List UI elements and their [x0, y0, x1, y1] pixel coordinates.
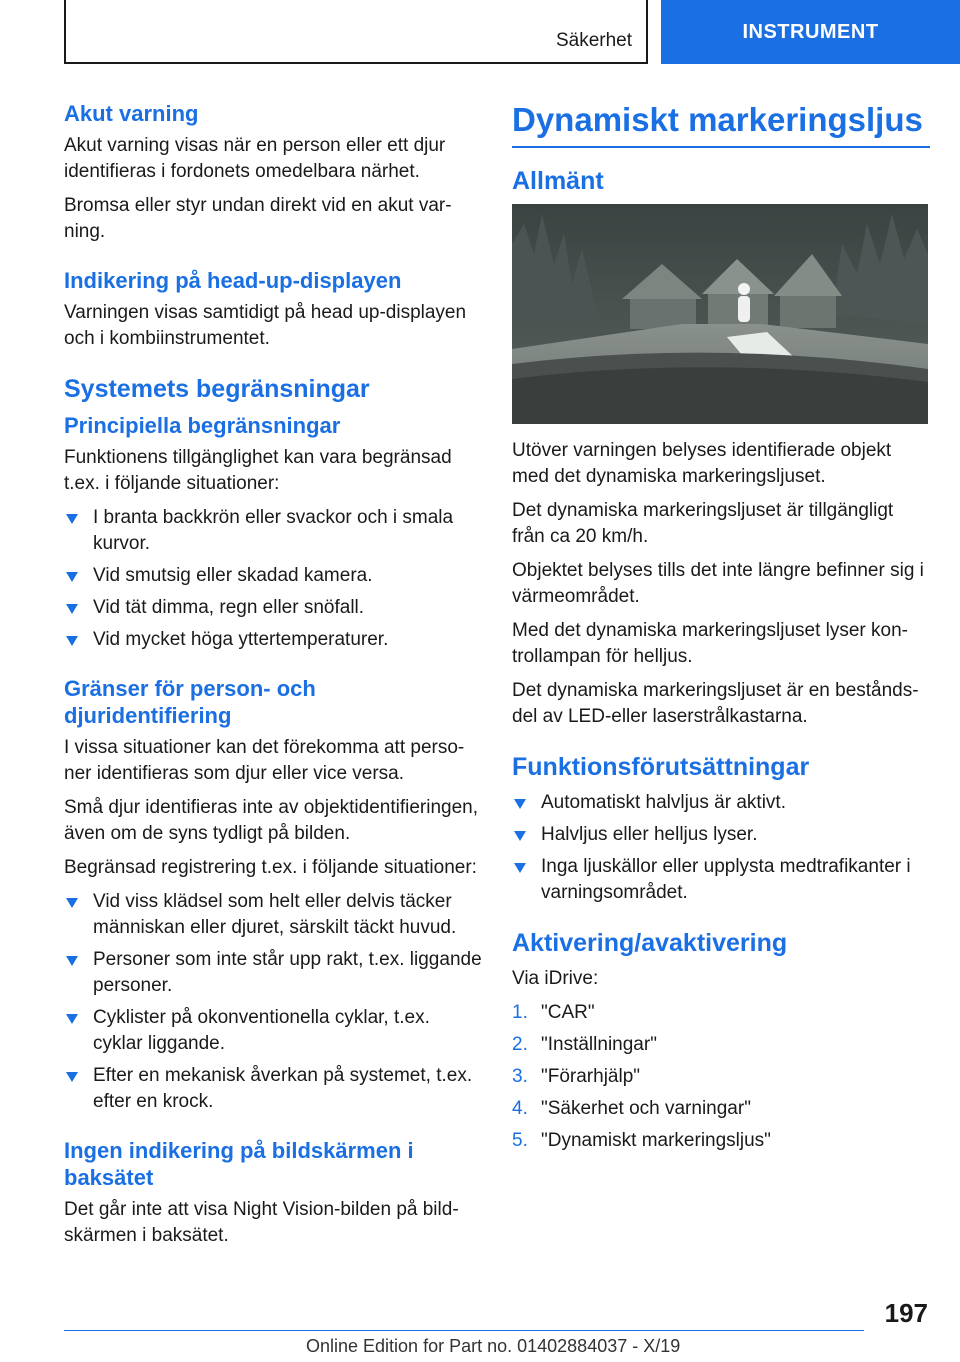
edition-text: Online Edition for Part no. 01402884037 - X/19	[306, 1336, 681, 1356]
list-item: Vid tät dimma, regn eller snöfall.	[64, 595, 484, 621]
triangle-bullet-icon	[66, 572, 78, 582]
page-number: 197	[884, 1298, 928, 1328]
chapter-tab[interactable]: INSTRUMENT	[661, 0, 960, 64]
right-column	[512, 100, 930, 1162]
paragraph: I vissa situationer kan det förekomma att perso-ner identifieras som djur eller vice versa.	[64, 737, 465, 784]
section-title: Säkerhet	[555, 30, 632, 51]
step-item: 3. "Förarhjälp"	[512, 1066, 641, 1087]
page-title: Dynamiskt markeringsljus	[512, 100, 930, 148]
step-item: 1. "CAR"	[512, 1002, 595, 1023]
triangle-bullet-icon	[66, 1072, 78, 1082]
bounds-list	[64, 889, 484, 1115]
list-item: Inga ljuskällor eller upplysta medtrafikanter i varningsområdet.	[512, 854, 930, 906]
paragraph: Det dynamiska markeringsljuset är tillgängligt från ca 20 km/h.	[512, 500, 894, 547]
paragraph: Varningen visas samtidigt på head up-displayen och i kombiinstrumentet.	[64, 302, 467, 349]
list-item: Vid mycket höga yttertemperaturer.	[64, 627, 484, 653]
triangle-bullet-icon	[514, 799, 526, 809]
list-item: Vid smutsig eller skadad kamera.	[64, 563, 484, 589]
heading-principle-limits: Principiella begränsningar	[64, 413, 341, 438]
heading-prerequisites: Funktionsförutsättningar	[512, 753, 810, 781]
paragraph: Funktionens tillgänglighet kan vara begränsad t.ex. i följande situationer:	[64, 447, 452, 494]
paragraph: Begränsad registrering t.ex. i följande situationer:	[64, 857, 477, 878]
list-item: Vid viss klädsel som helt eller delvis täcker människan eller djuret, särskilt täckt huvud.	[64, 889, 484, 941]
list-item: Personer som inte står upp rakt, t.ex. liggande personer.	[64, 947, 484, 999]
triangle-bullet-icon	[66, 1014, 78, 1024]
paragraph: Det går inte att visa Night Vision-bilden på bild-skärmen i baksätet.	[64, 1199, 459, 1246]
paragraph: Objektet belyses tills det inte längre befinner sig i värmeområdet.	[512, 560, 924, 607]
step-item: 4. "Säkerhet och varningar"	[512, 1098, 751, 1119]
heading-akut-varning: Akut varning	[64, 101, 199, 126]
paragraph: Bromsa eller styr undan direkt vid en akut var-ning.	[64, 195, 452, 242]
triangle-bullet-icon	[514, 831, 526, 841]
heading-rear-display: Ingen indikering på bildskärmen i baksätet	[64, 1138, 414, 1190]
heading-system-limits: Systemets begränsningar	[64, 375, 370, 403]
triangle-bullet-icon	[66, 514, 78, 524]
triangle-bullet-icon	[66, 636, 78, 646]
left-column	[64, 100, 484, 1257]
heading-identification-bounds: Gränser för person- och djuridentifiering	[64, 676, 316, 728]
prerequisites-list	[512, 790, 930, 906]
list-item: I branta backkrön eller svackor och i smala kurvor.	[64, 505, 484, 557]
list-item: Halvljus eller helljus lyser.	[512, 822, 930, 848]
heading-activation: Aktivering/avaktivering	[512, 929, 788, 957]
footer-rule	[64, 1330, 864, 1331]
paragraph: Små djur identifieras inte av objektidentifieringen, även om de syns tydligt på bilden.	[64, 797, 479, 844]
night-vision-photo	[512, 204, 928, 424]
step-item: 5. "Dynamiskt markeringsljus"	[512, 1130, 771, 1151]
triangle-bullet-icon	[66, 604, 78, 614]
triangle-bullet-icon	[66, 956, 78, 966]
step-item: 2. "Inställningar"	[512, 1034, 657, 1055]
paragraph: Via iDrive:	[512, 968, 599, 989]
paragraph: Med det dynamiska markeringsljuset lyser kon-trollampan för helljus.	[512, 620, 908, 667]
heading-general: Allmänt	[512, 167, 604, 195]
steps-list	[512, 1000, 930, 1154]
header-frame	[64, 0, 648, 64]
list-item: Automatiskt halvljus är aktivt.	[512, 790, 930, 816]
paragraph: Utöver varningen belyses identifierade objekt med det dynamiska markeringsljuset.	[512, 440, 892, 487]
heading-hud: Indikering på head-up-displayen	[64, 268, 402, 293]
list-item: Cyklister på okonventionella cyklar, t.ex. cyklar liggande.	[64, 1005, 484, 1057]
principle-list	[64, 505, 484, 653]
triangle-bullet-icon	[514, 863, 526, 873]
paragraph: Det dynamiska markeringsljuset är en bestånds-del av LED-eller laserstrålkastarna.	[512, 680, 919, 727]
triangle-bullet-icon	[66, 898, 78, 908]
paragraph: Akut varning visas när en person eller ett djur identifieras i fordonets omedelbara närhet.	[64, 135, 446, 182]
list-item: Efter en mekanisk åverkan på systemet, t.ex. efter en krock.	[64, 1063, 484, 1115]
